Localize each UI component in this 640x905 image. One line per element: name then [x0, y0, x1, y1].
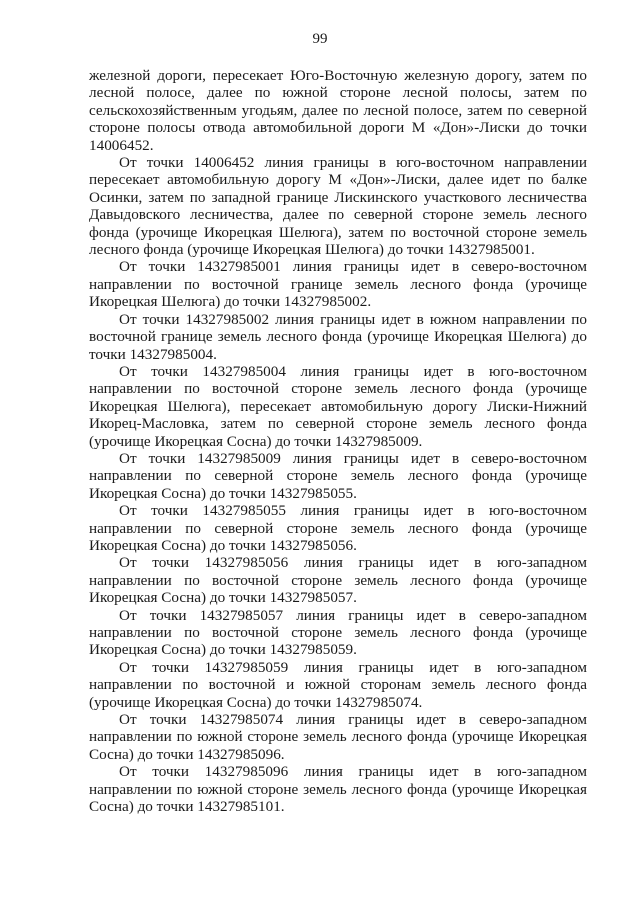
paragraph: От точки 14327985059 линия границы идет в юго-западном направлении по восточной и южной сторонам земель лесного фонда (урочище Икорецкая Сосна) до точки 14327985074. — [89, 658, 587, 711]
paragraph: От точки 14327985009 линия границы идет в северо-восточном направлении по северной стороне земель лесного фонда (урочище Икорецкая Сосна) до точки 14327985055. — [89, 449, 587, 502]
paragraph: От точки 14327985004 линия границы идет в юго-восточном направлении по восточной стороне земель лесного фонда (урочище Икорецкая Шелюга), пересекает автомобильную дорогу Лиски-Нижний Икорец-Масловка, затем по северной стороне земель лесного фонда (урочище Икорецкая Сосна) до точки 14327985009. — [89, 362, 587, 450]
paragraph: От точки 14327985056 линия границы идет в юго-западном направлении по восточной стороне земель лесного фонда (урочище Икорецкая Сосна) до точки 14327985057. — [89, 554, 587, 607]
paragraph: От точки 14327985057 линия границы идет в северо-западном направлении по восточной стороне земель лесного фонда (урочище Икорецкая Сосна) до точки 14327985059. — [89, 606, 587, 659]
paragraph: От точки 14327985074 линия границы идет в северо-западном направлении по южной стороне земель лесного фонда (урочище Икорецкая Сосна) до точки 14327985096. — [89, 711, 587, 763]
paragraph: От точки 14327985001 линия границы идет в северо-восточном направлении по восточной границе земель лесного фонда (урочище Икорецкая Шелюга) до точки 14327985002. — [89, 258, 587, 311]
paragraph: От точки 14327985055 линия границы идет в юго-восточном направлении по северной стороне земель лесного фонда (урочище Икорецкая Сосна) до точки 14327985056. — [89, 502, 587, 554]
page-number: 99 — [312, 31, 328, 47]
paragraph-continuation: железной дороги, пересекает Юго-Восточную железную дорогу, затем по лесной полосе, далее по южной стороне лесной полосы, затем по сельскохозяйственным угодьям, далее по лесной полосе, затем по северной стороне полосы отвода автомобильной дороги М «Дон»-Лиски до точки 14006452. — [89, 67, 587, 154]
paragraph: От точки 14327985002 линия границы идет в южном направлении по восточной границе земель лесного фонда (урочище Икорецкая Шелюга) до точки 14327985004. — [89, 310, 587, 363]
document-body — [89, 67, 587, 815]
paragraph: От точки 14327985096 линия границы идет в юго-западном направлении по южной стороне земель лесного фонда (урочище Икорецкая Сосна) до точки 14327985101. — [89, 763, 587, 816]
paragraph: От точки 14006452 линия границы в юго-восточном направлении пересекает автомобильную дорогу М «Дон»-Лиски, далее идет по балке Осинки, затем по западной границе Лискинского участкового лесничества Давыдовского лесничества, далее по северной стороне земель лесного фонда (урочище Икорецкая Шелюга), затем по восточной стороне земель лесного фонда (урочище Икорецкая Шелюга) до точки 14327985001. — [89, 154, 587, 259]
